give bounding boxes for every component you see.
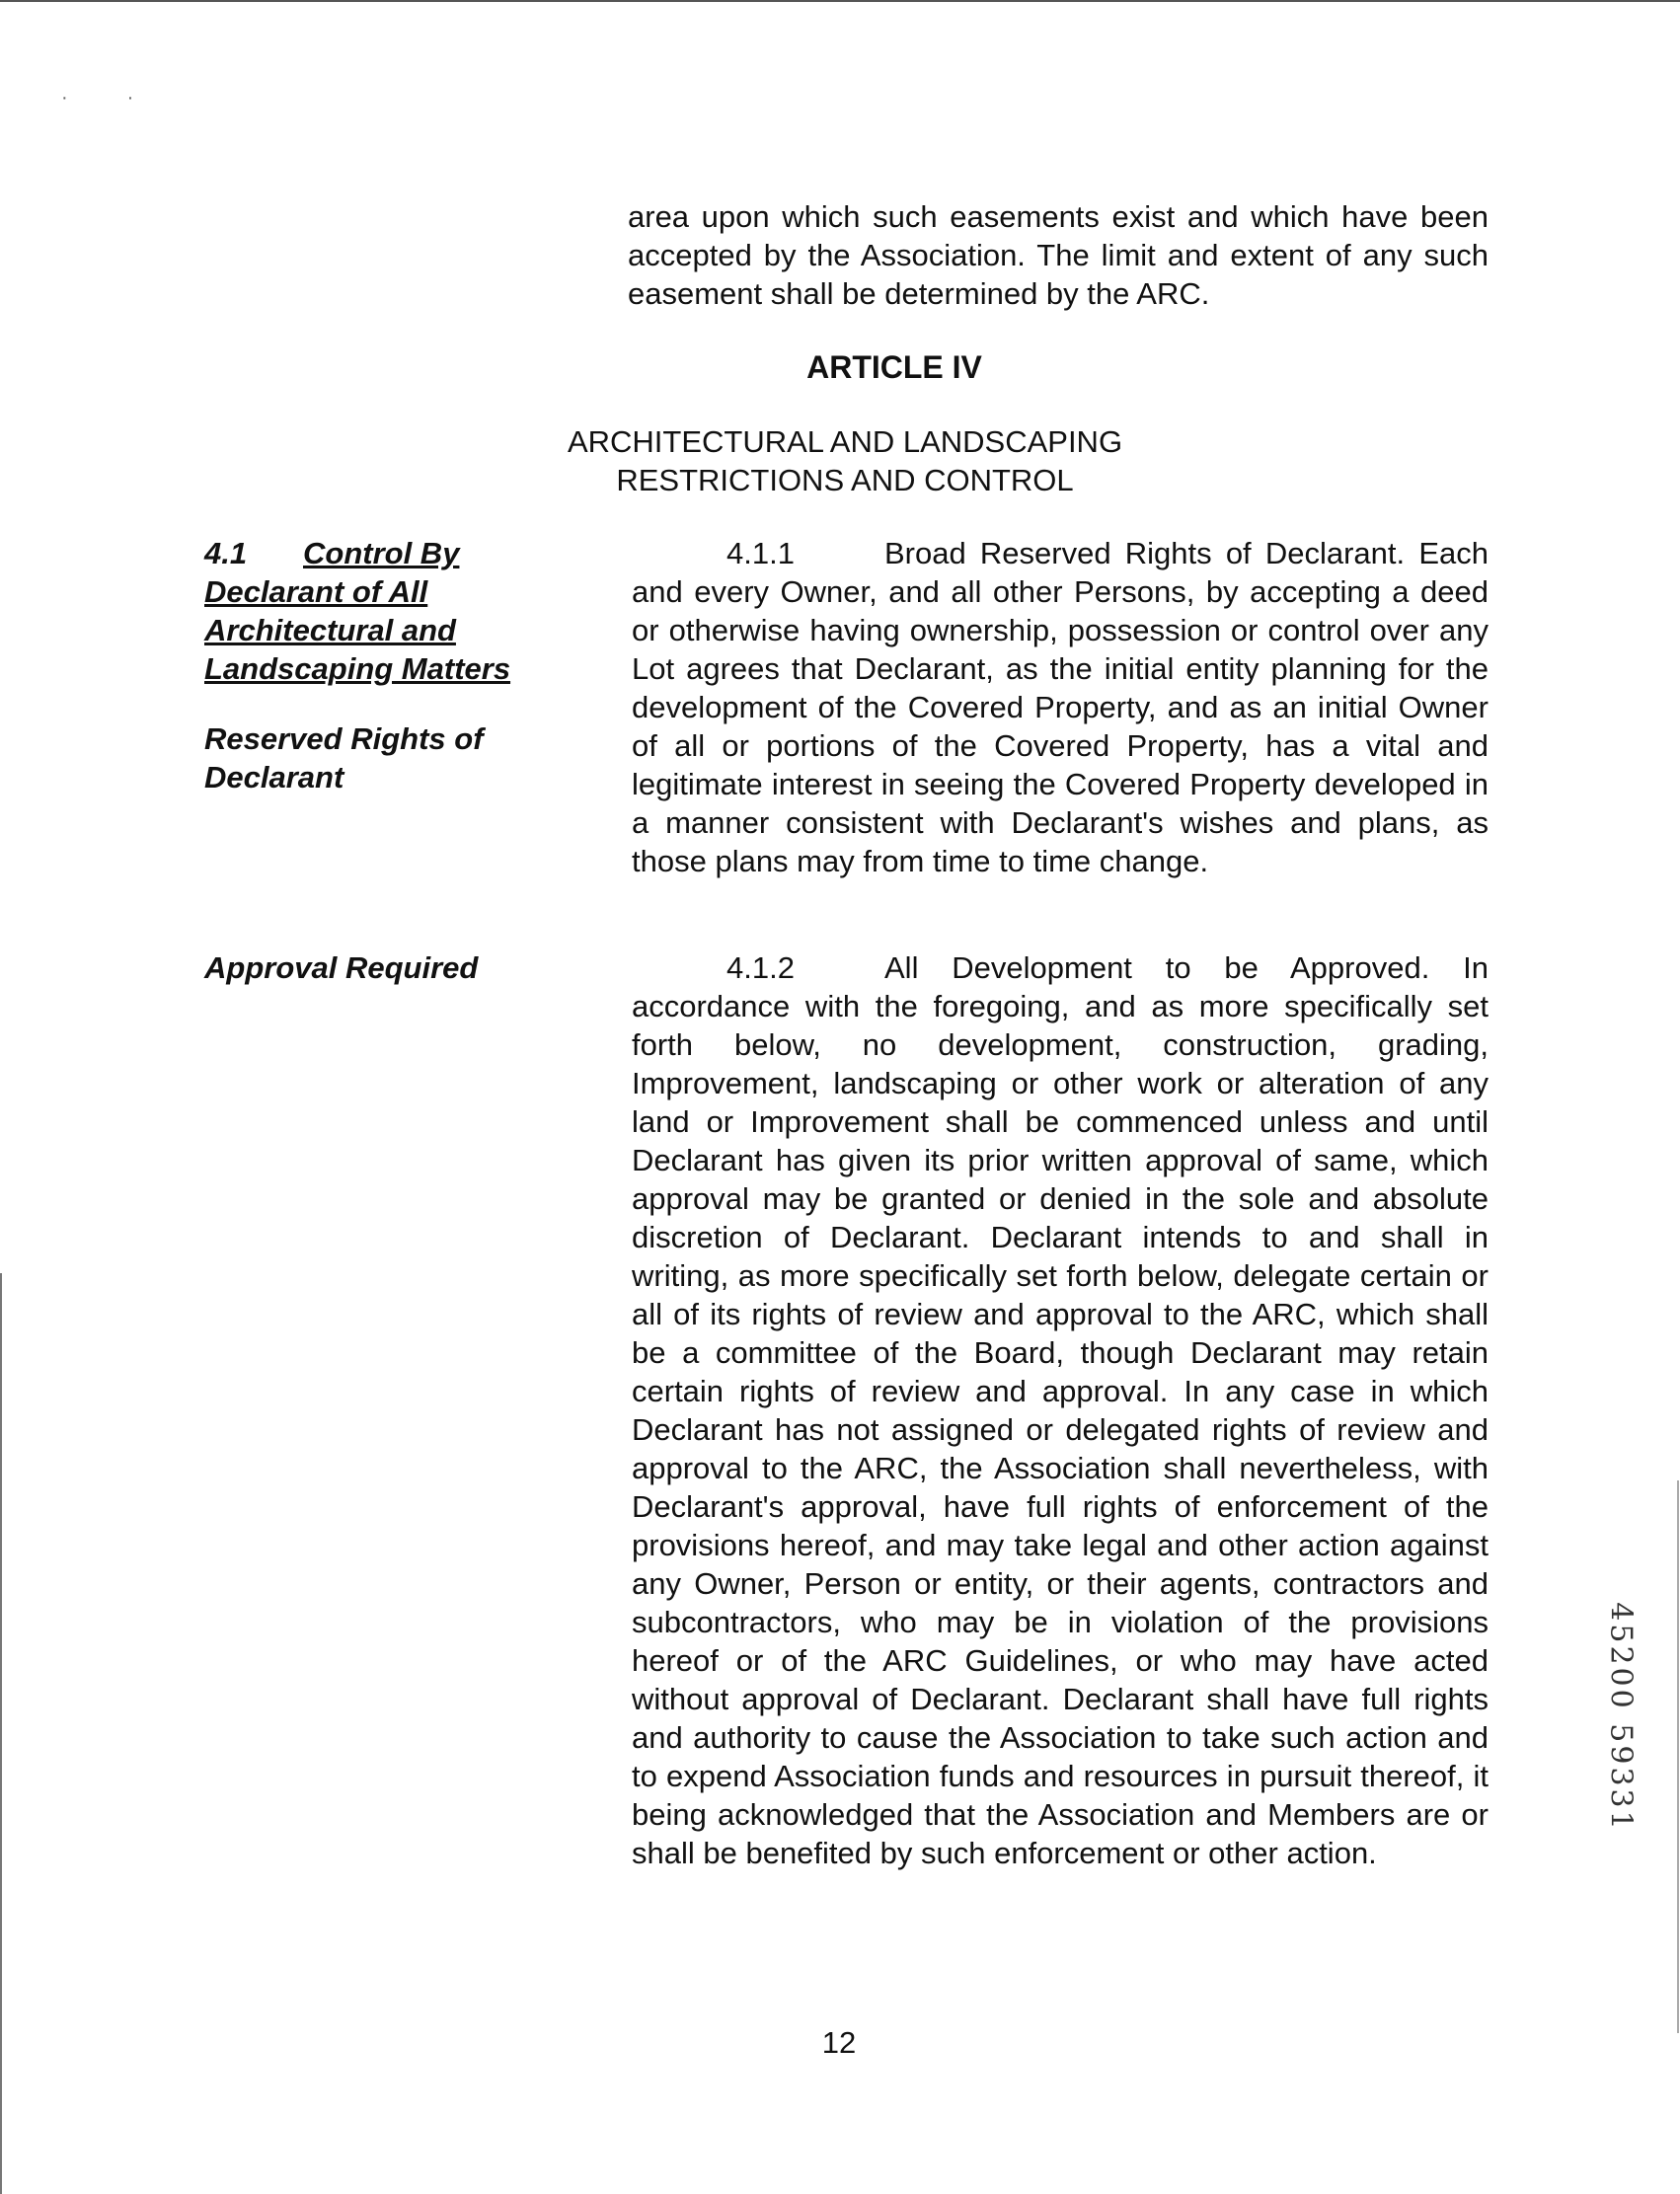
subsection-4-1-2 bbox=[632, 948, 1489, 1872]
page-number: 12 bbox=[821, 2025, 857, 2060]
section-4-1-number: 4.1 bbox=[204, 536, 248, 570]
right-scan-edge bbox=[1677, 1480, 1679, 2033]
subsection-4-1-1-text: Broad Reserved Rights of Declarant. Each and every Owner, and all other Persons, by accepting a deed or otherwise having ownership, possession or control over any Lot agrees that Declarant, as the initial entity planning for the development of the Covered Property, and as an initial Owner of all or portions of the Covered Property, has a vital and legitimate interest in seeing the Covered Property developed in a manner consistent with Declarant's wishes and plans, as those plans may from time to time change. bbox=[632, 536, 1489, 878]
reserved-rights-side-heading: Reserved Rights of Declarant bbox=[204, 721, 484, 794]
document-stamp-text: 45200 59331 bbox=[1603, 1602, 1639, 1833]
subsection-4-1-1-number: 4.1.1 bbox=[726, 536, 795, 570]
subsection-4-1-2-text: All Development to be Approved. In accordance with the foregoing, and as more specifically set forth below, no development, construction, grading, Improvement, landscaping or other work or alteration of any land or Improvement shall be commenced unless and until Declarant has given its prior written approval of same, which approval may be granted or denied in the sole and absolute discretion of Declarant. Declarant intends to and shall in writing, as more specifically set forth below, delegate certain or all of its rights of review and approval to the ARC, which shall be a committee of the Board, though Declarant may retain certain rights of review and approval. In any case in which Declarant has not assigned or delegated rights of review and approval to the ARC, the Association shall nevertheless, with Declarant's approval, have full rights of enforcement of the provisions hereof, and may take legal and other action against any Owner, Person or entity, or their agents, contractors and subcontractors, who may be in violation of the provisions hereof or of the ARC Guidelines, or who may have acted without approval of Declarant. Declarant shall have full rights and authority to cause the Association to take such action and to expend Association funds and resources in pursuit thereof, it being acknowledged that the Association and Members are or shall be benefited by such enforcement or other action. bbox=[632, 950, 1489, 1870]
subsection-4-1-2-number: 4.1.2 bbox=[726, 950, 795, 985]
intro-paragraph: area upon which such easements exist and which have been accepted by the Association. The limit and extent of any such easement shall be determined by the ARC. bbox=[628, 199, 1489, 311]
approval-required-side-heading: Approval Required bbox=[204, 950, 479, 985]
scan-specks: ·· bbox=[61, 87, 193, 109]
article-title bbox=[529, 422, 1161, 499]
article-title-line-1: ARCHITECTURAL AND LANDSCAPING bbox=[567, 424, 1123, 459]
document-stamp bbox=[1601, 1584, 1641, 1851]
left-scan-edge bbox=[0, 1273, 2, 2194]
article-title-line-2: RESTRICTIONS AND CONTROL bbox=[616, 463, 1074, 497]
subsection-4-1-1 bbox=[632, 534, 1489, 880]
section-4-1-heading bbox=[204, 534, 560, 688]
top-scan-edge bbox=[0, 0, 1680, 2]
article-number: ARTICLE IV bbox=[806, 349, 982, 385]
section-4-1-title: Control By Declarant of All Architectural and Landscaping Matters bbox=[204, 536, 511, 686]
